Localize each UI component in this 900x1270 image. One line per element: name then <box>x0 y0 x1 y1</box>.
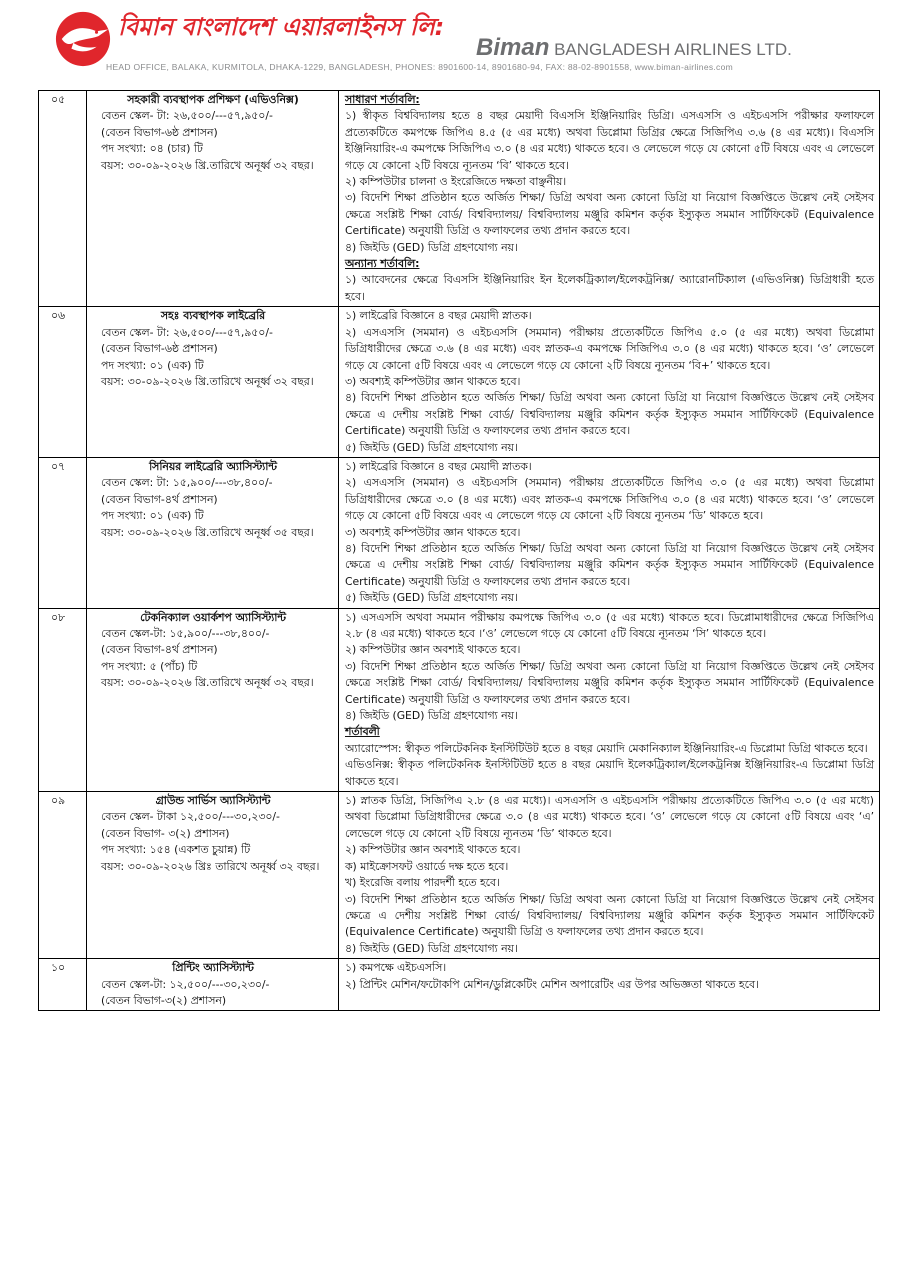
post-detail-line: পদ সংখ্যা: ০১ (এক) টি <box>101 509 204 523</box>
post-detail-line: বেতন স্কেল-টা: ১২,৫০০/---৩০,২৩০/- <box>101 977 270 991</box>
post-detail-line: বয়স: ৩০-০৯-২০২৬ খ্রি.তারিখে অনূর্ধ্ব ৩২ বছর। <box>101 158 314 172</box>
requirement-item: ১) লাইব্রেরি বিজ্ঞানে ৪ বছর মেয়াদী স্নাতক। <box>345 309 532 323</box>
requirement-item: ৪) জিইডি (GED) ডিগ্রি গ্রহণযোগ্য নয়। <box>345 709 518 723</box>
requirement-item: ১) এসএসসি অথবা সমমান পরীক্ষায় কমপক্ষে জিপিএ ৩.০ (৫ এর মধ্যে) থাকতে হবে। ডিপ্লোমাধারীদের ক্ষেত্রে সিজিপিএ ২.৮ (৪ এর মধ্যে) থাকতে হবে ।‘ও’ লেভেলে গড়ে যে কোনো ৫টি বিষয়ে ন্যূনতম ‘সি’ থাকতে হবে। <box>345 610 874 640</box>
post-detail-line: (বেতন বিভাগ-৩(২) প্রশাসন) <box>101 993 227 1007</box>
post-detail-line: বয়স: ৩০-০৯-২০২৬ খ্রি.তারিখে অনূর্ধ্ব ৩২ বছর। <box>101 676 314 690</box>
requirement-item: ৩) অবশ্যই কম্পিউটার জ্ঞান থাকতে হবে। <box>345 525 521 539</box>
requirement-item: ২) কম্পিউটার জ্ঞান অবশ্যই থাকতে হবে। <box>345 643 521 657</box>
requirement-item: ২) কম্পিউটার চালনা ও ইংরেজিতে দক্ষতা বাঞ্ছনীয়। <box>345 175 567 189</box>
requirement-item: ক) মাইক্রোসফট ওয়ার্ডে দক্ষ হতে হবে। <box>345 859 509 873</box>
table-row <box>39 792 880 959</box>
post-detail-line: (বেতন বিভাগ- ৩(২) প্রশাসন) <box>101 826 230 840</box>
post-detail-line: (বেতন বিভাগ-৪র্থ প্রশাসন) <box>101 643 218 657</box>
table-row <box>39 959 880 1011</box>
requirement-item: খ) ইংরেজি বলায় পারদর্শী হতে হবে। <box>345 876 500 890</box>
post-title: গ্রাউন্ড সার্ভিস অ্যাসিস্ট্যান্ট <box>155 794 271 808</box>
post-detail-line: বেতন স্কেল- টা: ২৬,৫০০/---৫৭,৯৫০/- <box>101 325 273 339</box>
requirement-item: ৩) বিদেশি শিক্ষা প্রতিষ্ঠান হতে অর্জিত শিক্ষা/ ডিগ্রি অথবা অন্য কোনো ডিগ্রি যা নিয়োগ বিজ্ঞপ্তিতে উল্লেখ নেই সেইসব ক্ষেত্রে এ দেশীয় সংশ্লিষ্ট শিক্ষা বোর্ড/ বিশ্ববিদ্যালয়/ বিশ্ববিদ্যালয় মঞ্জুরি কমিশন কর্তৃক ইস্যুকৃত সমমান সার্টিফিকেট (Equivalence Certificate) অনুযায়ী ডিগ্রি ও ফলাফলের তথ্য প্রদান করতে হবে। <box>345 892 874 939</box>
table-row <box>39 307 880 458</box>
post-detail-line: (বেতন বিভাগ-৪র্থ প্রশাসন) <box>101 492 218 506</box>
post-detail-line: বয়স: ৩০-০৯-২০২৬ খ্রি.তারিখে অনূর্ধ্ব ৩২ বছর। <box>101 374 314 388</box>
requirement-item: ২) প্রিন্টিং মেশিন/ফটোকপি মেশিন/ডুপ্লিকেটিং মেশিন অপারেটিং এর উপর অভিজ্ঞতা থাকতে হবে। <box>345 977 759 991</box>
post-title: সহঃ ব্যবস্থাপক লাইব্রেরি <box>160 309 266 323</box>
requirement-item: ৩) অবশ্যই কম্পিউটার জ্ঞান থাকতে হবে। <box>345 374 521 388</box>
requirement-item: ৩) বিদেশি শিক্ষা প্রতিষ্ঠান হতে অর্জিত শিক্ষা/ ডিগ্রি অথবা অন্য কোনো ডিগ্রি যা নিয়োগ বিজ্ঞপ্তিতে উল্লেখ নেই সেইসব ক্ষেত্রে সংশ্লিষ্ট শিক্ষা বোর্ড/ বিশ্ববিদ্যালয়/ বিশ্ববিদ্যালয় মঞ্জুরি কমিশন কর্তৃক ইস্যুকৃত সমমান সার্টিফিকেট (Equivalence Certificate) অনুযায়ী ডিগ্রি ও ফলাফলের তথ্য প্রদান করতে হবে। <box>345 659 874 706</box>
post-detail-line: পদ সংখ্যা: ৫ (পাঁচ) টি <box>101 659 198 673</box>
requirement-item: ৪) বিদেশি শিক্ষা প্রতিষ্ঠান হতে অর্জিত শিক্ষা/ ডিগ্রি অথবা অন্য কোনো ডিগ্রি যা নিয়োগ বিজ্ঞপ্তিতে উল্লেখ নেই সেইসব ক্ষেত্রে এ দেশীয় সংশ্লিষ্ট শিক্ষা বোর্ড/ বিশ্ববিদ্যালয় মঞ্জুরি কমিশন কর্তৃক ইস্যুকৃত সমমান সার্টিফিকেট (Equivalence Certificate) অনুযায়ী ডিগ্রি ও ফলাফলের তথ্য প্রদান করতে হবে। <box>345 541 874 588</box>
post-detail-line: বেতন স্কেল-টা: ১৫,৯০০/---৩৮,৪০০/- <box>101 627 270 640</box>
serial-number-cell: ০৮ <box>39 608 87 791</box>
post-details-cell <box>87 457 339 608</box>
post-details-cell <box>87 91 339 307</box>
job-requirements-table <box>38 90 880 1011</box>
head-office-address: HEAD OFFICE, BALAKA, KURMITOLA, DHAKA-1229, BANGLADESH, PHONES: 8901600-14, 8901680-94, FAX: 88-02-8901558, www.biman-airlines.com <box>106 62 734 72</box>
requirements-cell <box>339 307 880 458</box>
post-detail-line: পদ সংখ্যা: ০৪ (চার) টি <box>101 142 203 156</box>
requirement-item: ৪) জিইডি (GED) ডিগ্রি গ্রহণযোগ্য নয়। <box>345 240 518 254</box>
requirement-item: অ্যারোস্পেস: স্বীকৃত পলিটেকনিক ইনস্টিটিউট হতে ৪ বছর মেয়াদি মেকানিক্যাল ইঞ্জিনিয়ারিং-এ ডিপ্লোমা ডিগ্রি থাকতে হবে। <box>345 741 868 755</box>
post-details-cell <box>87 959 339 1011</box>
biman-stork-logo-icon <box>54 10 112 68</box>
post-details-cell <box>87 792 339 959</box>
requirements-cell <box>339 959 880 1011</box>
serial-number-cell: ০৯ <box>39 792 87 959</box>
post-detail-line: বেতন স্কেল- টা: ২৬,৫০০/---৫৭,৯৫০/- <box>101 109 273 123</box>
post-detail-line: পদ সংখ্যা: ০১ (এক) টি <box>101 358 204 372</box>
post-details-cell <box>87 307 339 458</box>
table-row <box>39 608 880 791</box>
letterhead <box>50 8 870 74</box>
requirements-heading: শর্তাবলী <box>345 725 380 739</box>
serial-number-cell: ০৬ <box>39 307 87 458</box>
serial-number-cell: ১০ <box>39 959 87 1011</box>
table-body <box>39 91 880 1011</box>
post-detail-line: বেতন স্কেল: টা: ১৫,৯০০/---৩৮,৪০০/- <box>101 476 273 490</box>
requirement-item: ১) স্নাতক ডিগ্রি, সিজিপিএ ২.৮ (৪ এর মধ্যে)। এসএসসি ও এইচএসসি পরীক্ষায় প্রত্যেকটিতে জিপিএ ৩.০ (৫ এর মধ্যে) অথবা ডিপ্লোমা ডিগ্রিধারীদের ক্ষেত্রে ৩.০ (৪ এর মধ্যে) থাকতে হবে। ‘ও’ লেভেলে গড়ে যে কোনো ৫টি বিষয়ে এবং ‘এ’ লেভেলে গড়ে যে কোনো ২টি বিষয়ে ন্যূনতম ‘ডি’ থাকতে হবে। <box>345 794 874 840</box>
requirements-cell <box>339 457 880 608</box>
requirements-cell <box>339 608 880 791</box>
requirement-item: ১) স্বীকৃত বিশ্ববিদ্যালয় হতে ৪ বছর মেয়াদী বিএসসি ইঞ্জিনিয়ারিং ডিগ্রি। এসএসসি ও এইচএসসি পরীক্ষার ফলাফলে প্রত্যেকটিতে কমপক্ষে জিপিএ ৪.৫ (৫ এর মধ্যে) অথবা ডিপ্লোমা ডিগ্রির ক্ষেত্রে সিজিপিএ ৩.৬ (৪ এর মধ্যে)। বিএসসি ইঞ্জিনিয়ারিং-এ কমপক্ষে সিজিপিএ ৩.০ (৪ এর মধ্যে) থাকতে হবে। ও লেভেলে গড়ে যে কোনো ৫টি বিষয়ে এবং এ লেভেলে গড়ে যে কোনো ২টি বিষয়ে ন্যূনতম ‘বি’ থাকতে হবে। <box>345 109 874 172</box>
requirement-item: ১) কমপক্ষে এইচএসসি। <box>345 961 447 975</box>
requirement-item: ২) এসএসসি (সমমান) ও এইচএসসি (সমমান) পরীক্ষায় প্রত্যেকটিতে জিপিএ ৩.০ (৫ এর মধ্যে) অথবা ডিপ্লোমা ডিগ্রিধারীদের ক্ষেত্রে ৩.০ (৪ এর মধ্যে) এবং স্নাতক-এ কমপক্ষে সিজিপিএ ৩.০ (৪ এর মধ্যে) থাকতে হবে। ‘ও’ লেভেলে গড়ে যে কোনো ৫টি বিষয়ে এবং এ লেভেলে গড়ে যে কোনো ২টি বিষয়ে ন্যূনতম ‘ডি’ থাকতে হবে। <box>345 476 874 523</box>
requirement-item: ৪) বিদেশি শিক্ষা প্রতিষ্ঠান হতে অর্জিত শিক্ষা/ ডিগ্রি অথবা অন্য কোনো ডিগ্রি যা নিয়োগ বিজ্ঞপ্তিতে উল্লেখ নেই সেইসব ক্ষেত্রে এ দেশীয় সংশ্লিষ্ট শিক্ষা বোর্ড/ বিশ্ববিদ্যালয় মঞ্জুরি কমিশন কর্তৃক ইস্যুকৃত সমমান সার্টিফিকেট (Equivalence Certificate) অনুযায়ী ডিগ্রি ও ফলাফলের তথ্য প্রদান করতে হবে। <box>345 391 874 438</box>
requirement-item: ১) আবেদনের ক্ষেত্রে বিএসসি ইঞ্জিনিয়ারিং ইন ইলেকট্রিক্যাল/ইলেকট্রনিক্স/ অ্যারোনটিক্যাল (এভিওনিক্স) ডিগ্রিধারী হতে হবে। <box>345 273 874 303</box>
requirements-heading: অন্যান্য শর্তাবলি: <box>345 257 420 271</box>
post-detail-line: পদ সংখ্যা: ১৫৪ (একশত চুয়ান্ন) টি <box>101 843 251 857</box>
airline-name-biman: Biman <box>476 34 550 61</box>
post-details-cell <box>87 608 339 791</box>
post-title: টেকনিক্যাল ওয়ার্কশপ অ্যাসিস্ট্যান্ট <box>140 610 286 624</box>
requirement-item: ২) কম্পিউটার জ্ঞান অবশ্যই থাকতে হবে। <box>345 843 521 857</box>
serial-number-cell: ০৭ <box>39 457 87 608</box>
requirement-item: ১) লাইব্রেরি বিজ্ঞানে ৪ বছর মেয়াদী স্নাতক। <box>345 459 532 473</box>
serial-number-cell: ০৫ <box>39 91 87 307</box>
requirement-item: এভিওনিক্স: স্বীকৃত পলিটেকনিক ইনস্টিটিউট হতে ৪ বছর মেয়াদি ইলেকট্রিক্যাল/ইলেকট্রনিক্স ইঞ্জিনিয়ারিং-এ ডিপ্লোমা ডিগ্রি থাকতে হবে। <box>345 758 874 788</box>
requirement-item: ৫) জিইডি (GED) ডিগ্রি গ্রহণযোগ্য নয়। <box>345 591 518 605</box>
post-title: সহকারী ব্যবস্থাপক প্রশিক্ষণ (এভিওনিক্স) <box>127 93 299 106</box>
airline-name-bangla: বিমান বাংলাদেশ এয়ারলাইনস লি: <box>118 13 445 41</box>
table-row <box>39 457 880 608</box>
requirement-item: ৩) বিদেশি শিক্ষা প্রতিষ্ঠান হতে অর্জিত শিক্ষা/ ডিগ্রি অথবা অন্য কোনো ডিগ্রি যা নিয়োগ বিজ্ঞপ্তিতে উল্লেখ নেই সেইসব ক্ষেত্রে সংশ্লিষ্ট শিক্ষা বোর্ড/ বিশ্ববিদ্যালয়/ বিশ্ববিদ্যালয় মঞ্জুরি কমিশন কর্তৃক ইস্যুকৃত সমমান সার্টিফিকেট (Equivalence Certificate) অনুযায়ী ডিগ্রি ও ফলাফলের তথ্য প্রদান করতে হবে। <box>345 191 874 238</box>
airline-name-rest: BANGLADESH AIRLINES LTD. <box>549 40 792 59</box>
airline-name-english <box>476 34 792 61</box>
requirements-heading: সাধারণ শর্তাবলি: <box>345 93 420 106</box>
requirement-item: ৫) জিইডি (GED) ডিগ্রি গ্রহণযোগ্য নয়। <box>345 440 518 454</box>
post-detail-line: (বেতন বিভাগ-৬ষ্ঠ প্রশাসন) <box>101 342 218 356</box>
post-detail-line: বেতন স্কেল- টাকা ১২,৫০০/---৩০,২৩০/- <box>101 810 280 824</box>
requirement-item: ২) এসএসসি (সমমান) ও এইচএসসি (সমমান) পরীক্ষায় প্রত্যেকটিতে জিপিএ ৫.০ (৫ এর মধ্যে) অথবা ডিপ্লোমা ডিগ্রিধারীদের ক্ষেত্রে ৩.৬ (৪ এর মধ্যে) এবং স্নাতক-এ কমপক্ষে সিজিপিএ ৩.০ (৪ এর মধ্যে) থাকতে হবে। ‘ও’ লেভেলে গড়ে যে কোনো ৫টি বিষয়ে এবং এ লেভেলে গড়ে যে কোনো ২টি বিষয়ে ন্যূনতম ‘বি+’ থাকতে হবে। <box>345 325 874 372</box>
requirements-cell <box>339 792 880 959</box>
post-detail-line: (বেতন বিভাগ-৬ষ্ঠ প্রশাসন) <box>101 125 218 139</box>
post-detail-line: বয়স: ৩০-০৯-২০২৬ খ্রি.তারিখে অনূর্ধ্ব ৩৫ বছর। <box>101 525 314 539</box>
requirements-cell <box>339 91 880 307</box>
requirement-item: ৪) জিইডি (GED) ডিগ্রি গ্রহণযোগ্য নয়। <box>345 941 518 955</box>
post-title: প্রিন্টিং অ্যাসিস্ট্যান্ট <box>172 961 254 975</box>
post-title: সিনিয়র লাইব্রেরি অ্যাসিস্ট্যান্ট <box>149 459 277 473</box>
table-row <box>39 91 880 307</box>
post-detail-line: বয়স: ৩০-০৯-২০২৬ খ্রিঃ তারিখে অনূর্ধ্ব ৩২ বছর। <box>101 859 320 873</box>
